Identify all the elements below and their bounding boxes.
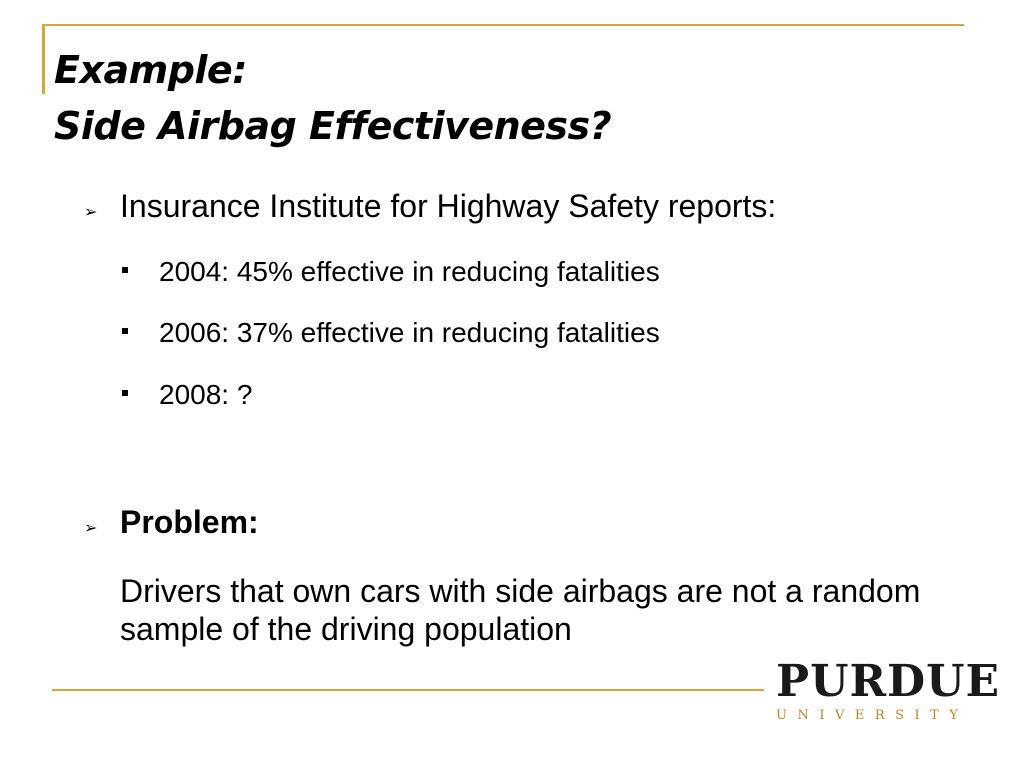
top-rule: [44, 24, 964, 26]
purdue-logo: [776, 656, 1001, 726]
sub-bullet-3-text: 2008: ?: [159, 379, 253, 410]
sub-bullet-1-text: 2004: 45% effective in reducing fatalities: [159, 256, 660, 287]
sub-bullet-2-text: 2006: 37% effective in reducing fatalities: [159, 317, 660, 348]
arrowhead-bullet-icon: ➢: [84, 204, 98, 221]
logo-wordmark: PURDUE: [776, 656, 1001, 707]
side-rule: [42, 24, 45, 94]
square-bullet-icon: [122, 328, 128, 334]
square-bullet-icon: [122, 390, 128, 396]
logo-subtitle: UNIVERSITY: [776, 708, 969, 723]
slide-title: [54, 42, 611, 154]
bullet-1: [84, 188, 776, 224]
bullet-2-text: Problem:: [120, 504, 259, 540]
bullet-2: [84, 504, 259, 540]
sub-bullet-3: [122, 379, 252, 411]
problem-paragraph: Drivers that own cars with side airbags are not a random sample of the driving population: [120, 573, 921, 647]
square-bullet-icon: [122, 267, 128, 273]
sub-bullet-1: [122, 256, 660, 288]
title-line-1: Example:: [54, 48, 247, 92]
sub-bullet-2: [122, 317, 660, 349]
bottom-rule: [52, 689, 764, 691]
arrowhead-bullet-icon: ➢: [84, 520, 98, 537]
bullet-1-text: Insurance Institute for Highway Safety reports:: [120, 188, 777, 224]
title-line-2: Side Airbag Effectiveness?: [54, 104, 612, 148]
